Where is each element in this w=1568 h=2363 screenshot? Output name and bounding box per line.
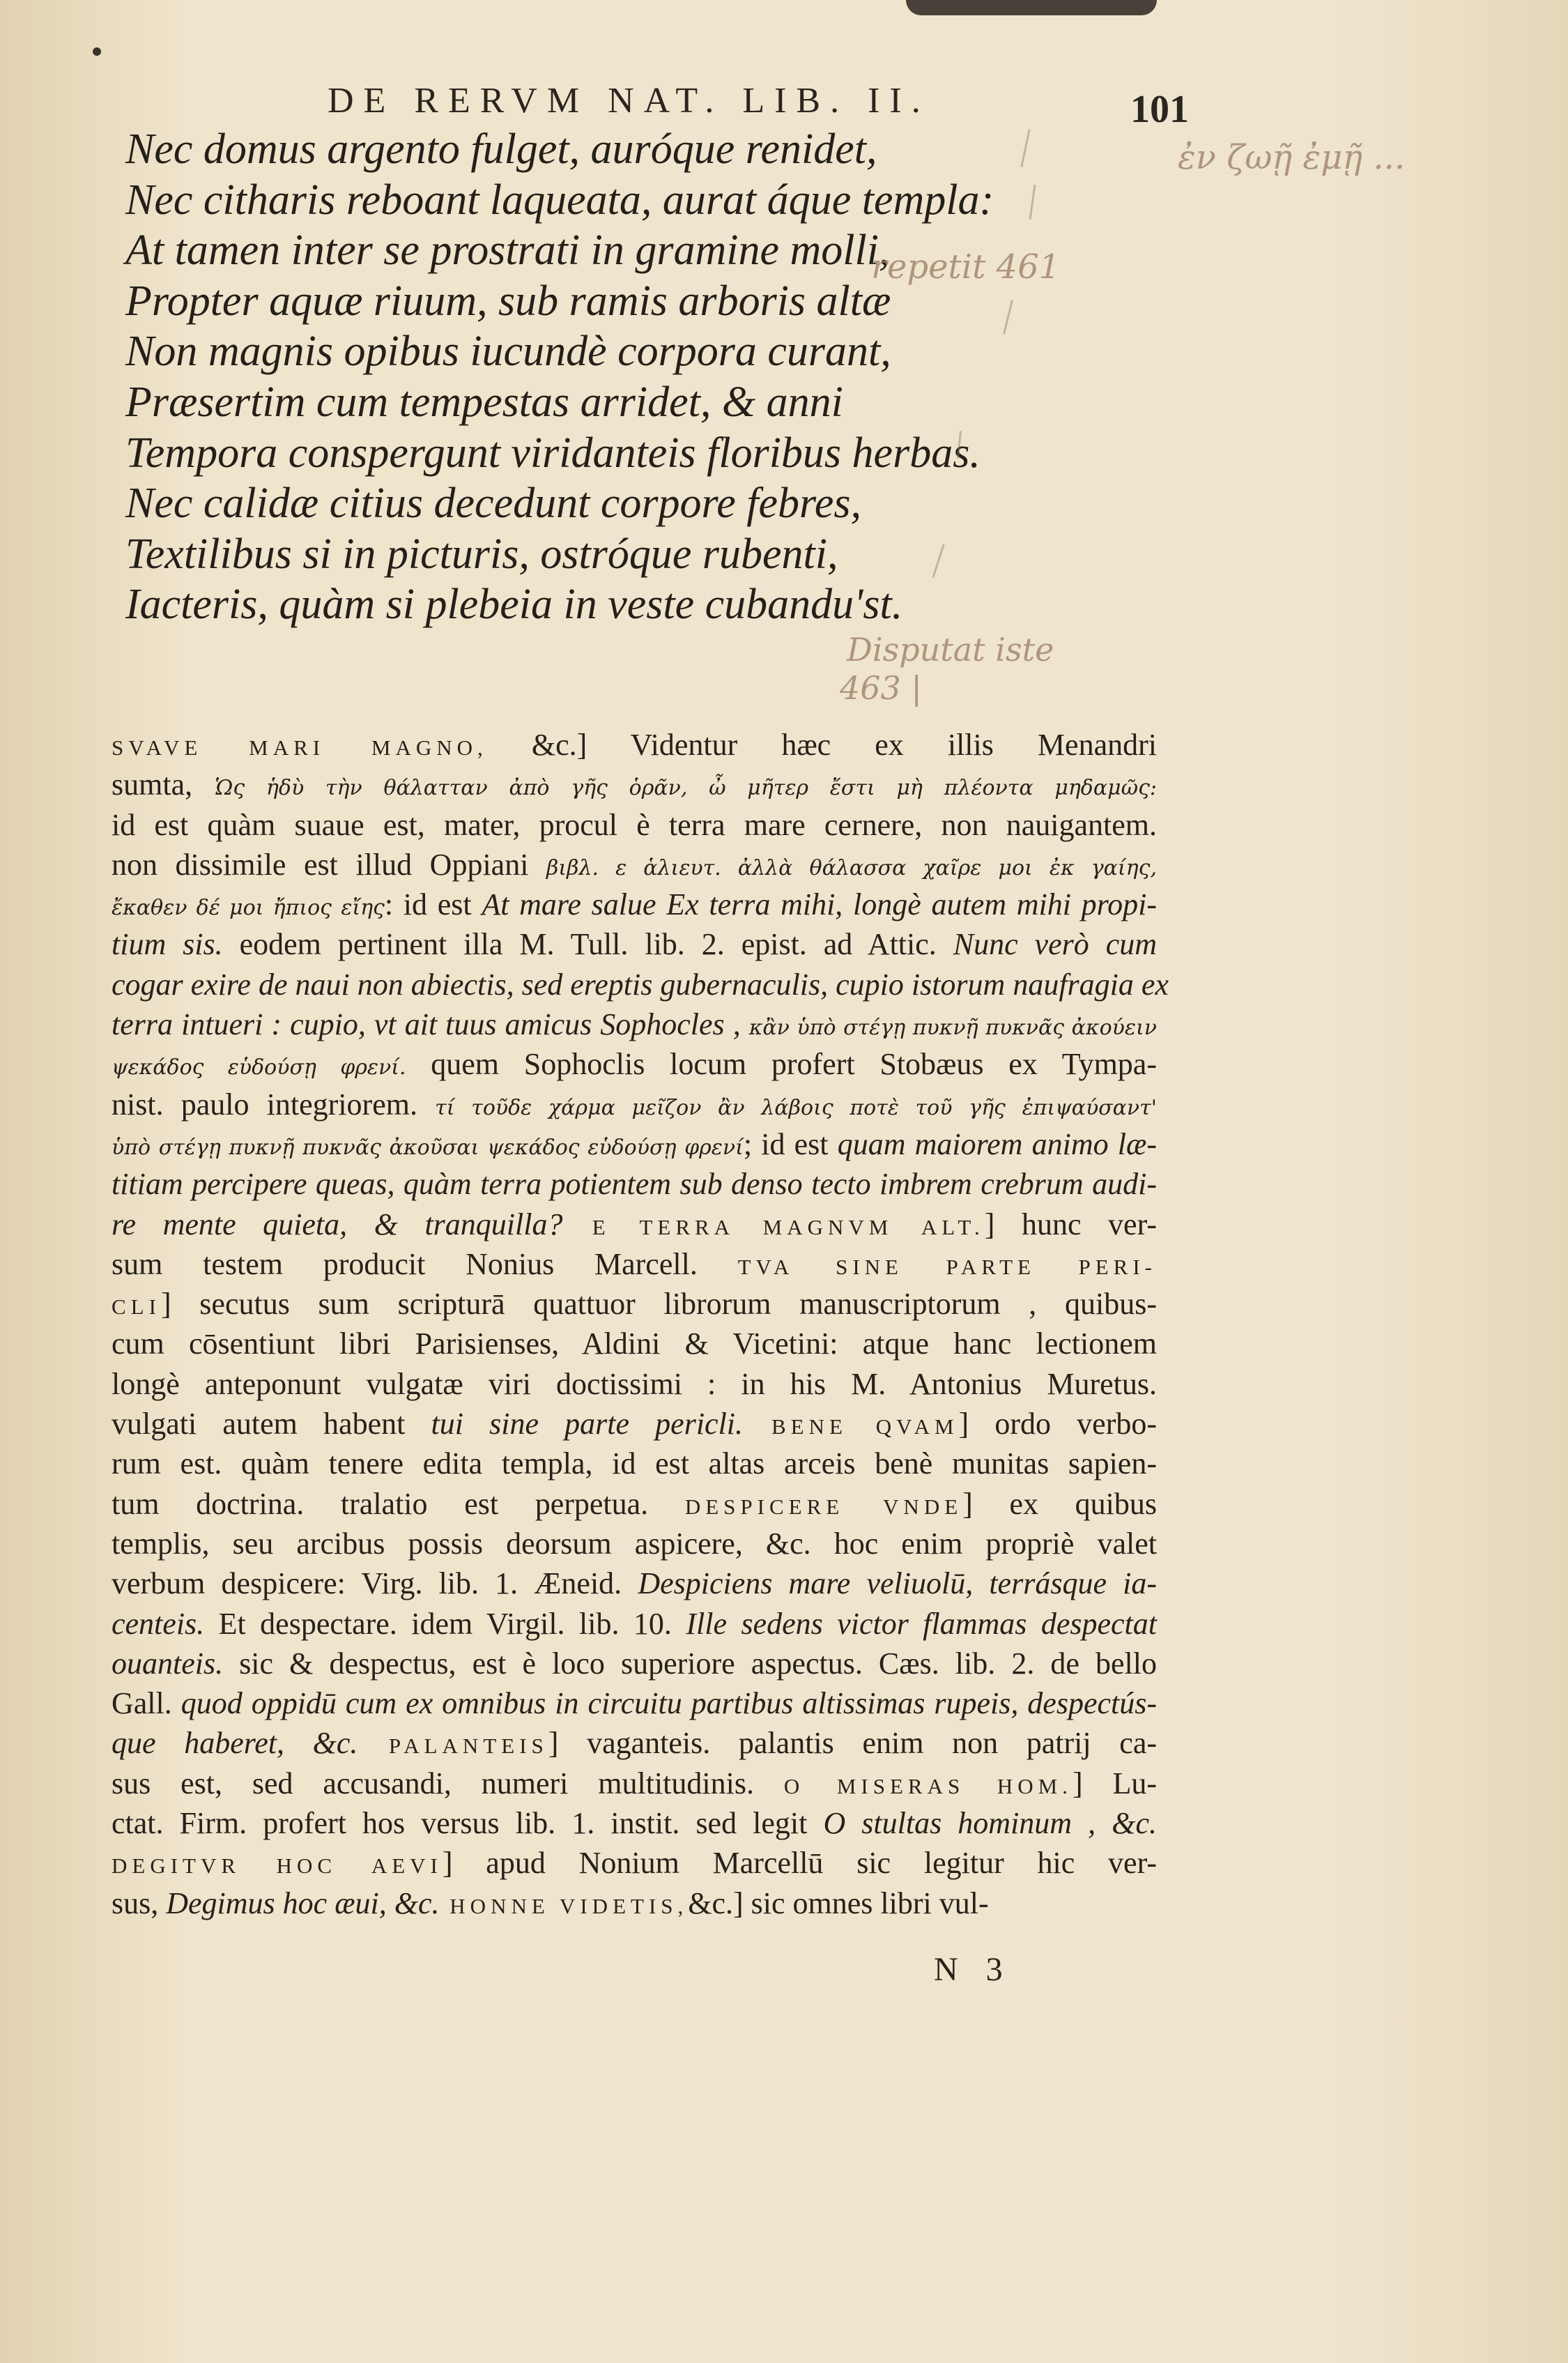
italic-quote: At mare salue Ex terra mihi, longè autem mihi propi- (482, 887, 1158, 922)
italic-quote: titiam percipere queas, quàm terra potientem sub denso tecto imbrem crebrum audi- (112, 1167, 1157, 1202)
pencil-mark (1003, 300, 1013, 334)
binding-shadow (906, 0, 1157, 15)
commentary-text: Gall. (112, 1686, 181, 1721)
commentary-text: ] hunc ver- (984, 1207, 1158, 1241)
commentary-text: Et despectare. idem Virgil. lib. 10. (204, 1606, 686, 1641)
commentary-line (112, 1644, 1157, 1683)
verse-line: Præsertim cum tempestas arridet, & anni (125, 378, 843, 426)
commentary-line (112, 1883, 1157, 1923)
commentary-text: eodem pertinent illa M. Tull. lib. 2. epist. ad Attic. (222, 927, 953, 962)
italic-quote: Nunc verò cum (953, 927, 1157, 962)
italic-quote: quod oppidū cum ex omnibus in circuitu partibus altissimas rupeis, despectús- (180, 1686, 1158, 1721)
commentary-line (112, 1004, 1157, 1044)
handwritten-note-verse-3: repetit 461 (871, 247, 1061, 286)
commentary-line (112, 765, 1157, 804)
signature-mark: N 3 (934, 1951, 1013, 1988)
italic-quote: que haberet, &c. (112, 1726, 358, 1761)
commentary-line (112, 1164, 1157, 1204)
commentary-text: &c.] sic omnes libri vul- (688, 1886, 989, 1920)
commentary-text: vulgati autem habent (112, 1407, 431, 1441)
handwritten-note-top-right: ἐν ζωῇ ἐμῇ ... (1178, 138, 1406, 177)
commentary-line (112, 1085, 1157, 1124)
commentary-line (112, 1683, 1157, 1723)
italic-quote: ouanteis. (112, 1646, 224, 1681)
commentary-line (112, 885, 1157, 924)
lemma: BENE QVAM (743, 1414, 959, 1439)
commentary-text: ctat. Firm. profert hos versus lib. 1. instit. sed legit (112, 1806, 824, 1841)
lemma: PALANTEIS (358, 1734, 548, 1759)
commentary-text: sumta, (112, 767, 215, 802)
pencil-mark (1029, 185, 1036, 220)
commentary-text: non dissimile est illud Oppiani (112, 847, 546, 882)
lemma: E TERRA MAGNVM ALT. (562, 1214, 985, 1239)
commentary-text: verbum despicere: Virg. lib. 1. Æneid. (112, 1566, 638, 1601)
lemma: SVAVE MARI MAGNO, (112, 735, 488, 760)
commentary-line (112, 1764, 1157, 1803)
greek-quote: βιβλ. ε ἁλιευτ. ἀλλὰ θάλασσα χαῖρε μοι ἐκ γαίης, (546, 855, 1157, 880)
commentary-line (112, 1324, 1157, 1363)
handwritten-note-verse-10-number: 463 | (840, 669, 922, 707)
commentary-line (112, 1723, 1157, 1763)
commentary-line (112, 1244, 1157, 1284)
commentary-text: sus est, sed accusandi, numeri multitudinis. (112, 1766, 784, 1800)
commentary-line (112, 725, 1157, 765)
greek-quote: κἂν ὑπὸ στέγῃ πυκνῇ πυκνᾶς ἀκούειν (748, 1016, 1157, 1041)
handwritten-note-verse-10: Disputat iste (847, 631, 1054, 668)
commentary-text: ] ex quibus (962, 1486, 1157, 1521)
commentary-text: id est quàm suaue est, mater, procul è terra mare cernere, non nauigantem. (112, 807, 1157, 842)
commentary-text: tum doctrina. tralatio est perpetua. (112, 1486, 685, 1521)
commentary-text: sus, (112, 1886, 167, 1920)
italic-quote: re mente quieta, & tranquilla? (112, 1207, 563, 1241)
commentary-text: : id est (384, 887, 482, 922)
commentary-line (112, 924, 1157, 964)
greek-quote: ψεκάδος εὑδούσῃ φρενί. (112, 1055, 406, 1080)
lemma: DESPICERE VNDE (684, 1494, 963, 1519)
commentary-line (112, 1404, 1157, 1444)
commentary-block (112, 725, 1169, 1923)
lemma: O MISERAS HOM. (783, 1773, 1073, 1798)
lemma: TVA SINE PARTE PERI- (737, 1254, 1157, 1279)
commentary-text: ] ordo verbo- (958, 1407, 1157, 1441)
commentary-text: ] vaganteis. palantis enim non patrij ca- (548, 1726, 1157, 1761)
greek-quote: ὑπὸ στέγῃ πυκνῇ πυκνᾶς ἀκοῦσαι ψεκάδος εὑδούσῃ φρενί (112, 1135, 744, 1160)
lemma: HONNE VIDETIS, (439, 1893, 689, 1918)
italic-quote: O stultas hominum , &c. (823, 1806, 1157, 1841)
commentary-line (112, 1364, 1157, 1404)
lemma: DEGITVR HOC AEVI (112, 1853, 443, 1879)
italic-quote: quam maiorem animo læ- (837, 1126, 1157, 1161)
greek-quote: Ὡς ἡδὺ τὴν θάλατταν ἀπὸ γῆς ὁρᾶν, ὦ μῆτερ ἔστι μὴ πλέοντα μηδαμῶς: (215, 776, 1157, 801)
commentary-text: sic & despectus, est è loco superiore aspectus. Cæs. lib. 2. de bello (223, 1646, 1157, 1681)
verse-line: Non magnis opibus iucundè corpora curant, (125, 328, 891, 376)
commentary-text: longè anteponunt vulgatæ viri doctissimi : in his M. Antonius Muretus. (112, 1366, 1157, 1401)
commentary-text: ] Lu- (1072, 1766, 1157, 1800)
verse-line: Nec domus argento fulget, auróque renidet, (125, 125, 877, 173)
ink-dot (93, 47, 101, 56)
commentary-line (112, 1843, 1157, 1883)
commentary-line (112, 1444, 1157, 1483)
verse-line: Textilibus si in picturis, ostróque rubenti, (125, 530, 838, 578)
commentary-line (112, 1803, 1157, 1843)
italic-quote: Despiciens mare veliuolū, terrásque ia- (638, 1566, 1157, 1601)
commentary-text: sum testem producit Nonius Marcell. (112, 1246, 738, 1281)
greek-quote: ἔκαθεν δέ μοι ἤπιος εἴης (112, 896, 385, 921)
commentary-text: ; id est (743, 1126, 838, 1161)
italic-quote: Ille sedens victor flammas despectat (686, 1606, 1157, 1641)
verse-line: Propter aquæ riuum, sub ramis arboris altæ (125, 277, 891, 325)
commentary-line (112, 805, 1157, 845)
italic-quote: cogar exire de naui non abiectis, sed ereptis gubernaculis, cupio istorum naufragia ex (112, 967, 1169, 1002)
commentary-line (112, 1205, 1157, 1244)
commentary-text: cum cōsentiunt libri Parisienses, Aldini & Vicetini: atque hanc lectionem (112, 1326, 1157, 1361)
verse-line: Tempora conspergunt viridanteis floribus herbas. (125, 429, 981, 477)
commentary-text: quem Sophoclis locum profert Stobæus ex Tympa- (406, 1047, 1157, 1082)
italic-quote: Degimus hoc æui, &c. (166, 1886, 440, 1920)
commentary-text: &c.] Videntur hæc ex illis Menandri (487, 728, 1157, 762)
commentary-text: templis, seu arcibus possis deorsum aspicere, &c. hoc enim propriè valet (112, 1526, 1157, 1561)
verse-line: At tamen inter se prostrati in gramine molli, (125, 227, 890, 275)
commentary-line (112, 965, 1169, 1004)
commentary-line (112, 1484, 1157, 1524)
italic-quote: centeis. (112, 1606, 205, 1641)
verse-line: Nec citharis reboant laqueata, aurat áque templa: (125, 176, 994, 224)
greek-quote: τί τοῦδε χάρμα μεῖζον ἂν λάβοις ποτὲ τοῦ γῆς ἐπιψαύσαντ' (435, 1095, 1157, 1120)
commentary-text: nist. paulo integriorem. (112, 1087, 436, 1122)
commentary-line (112, 1604, 1157, 1644)
commentary-line (112, 1524, 1157, 1563)
lemma: CLI (112, 1294, 161, 1320)
verse-line: Iacteris, quàm si plebeia in veste cubandu'st. (125, 581, 903, 629)
commentary-line (112, 1284, 1157, 1324)
commentary-line (112, 845, 1157, 885)
commentary-text: ] secutus sum scripturā quattuor librorum manuscriptorum , quibus- (160, 1287, 1157, 1322)
running-title: DE RERVM NAT. LIB. II. (328, 81, 930, 121)
commentary-line (112, 1563, 1157, 1603)
commentary-line (112, 1124, 1157, 1164)
italic-quote: tium sis. (112, 927, 223, 962)
commentary-line (112, 1044, 1157, 1084)
italic-quote: tui sine parte pericli. (431, 1407, 744, 1441)
commentary-text: rum est. quàm tenere edita templa, id est altas arceis benè munitas sapien- (112, 1446, 1157, 1481)
verse-line: Nec calidæ citius decedunt corpore febres, (125, 480, 862, 528)
commentary-text: ] apud Nonium Marcellū sic legitur hic ver- (442, 1846, 1157, 1881)
page-number: 101 (1130, 88, 1189, 131)
pencil-mark (1020, 129, 1030, 167)
italic-quote: terra intueri : cupio, vt ait tuus amicus Sophocles , (112, 1007, 749, 1042)
